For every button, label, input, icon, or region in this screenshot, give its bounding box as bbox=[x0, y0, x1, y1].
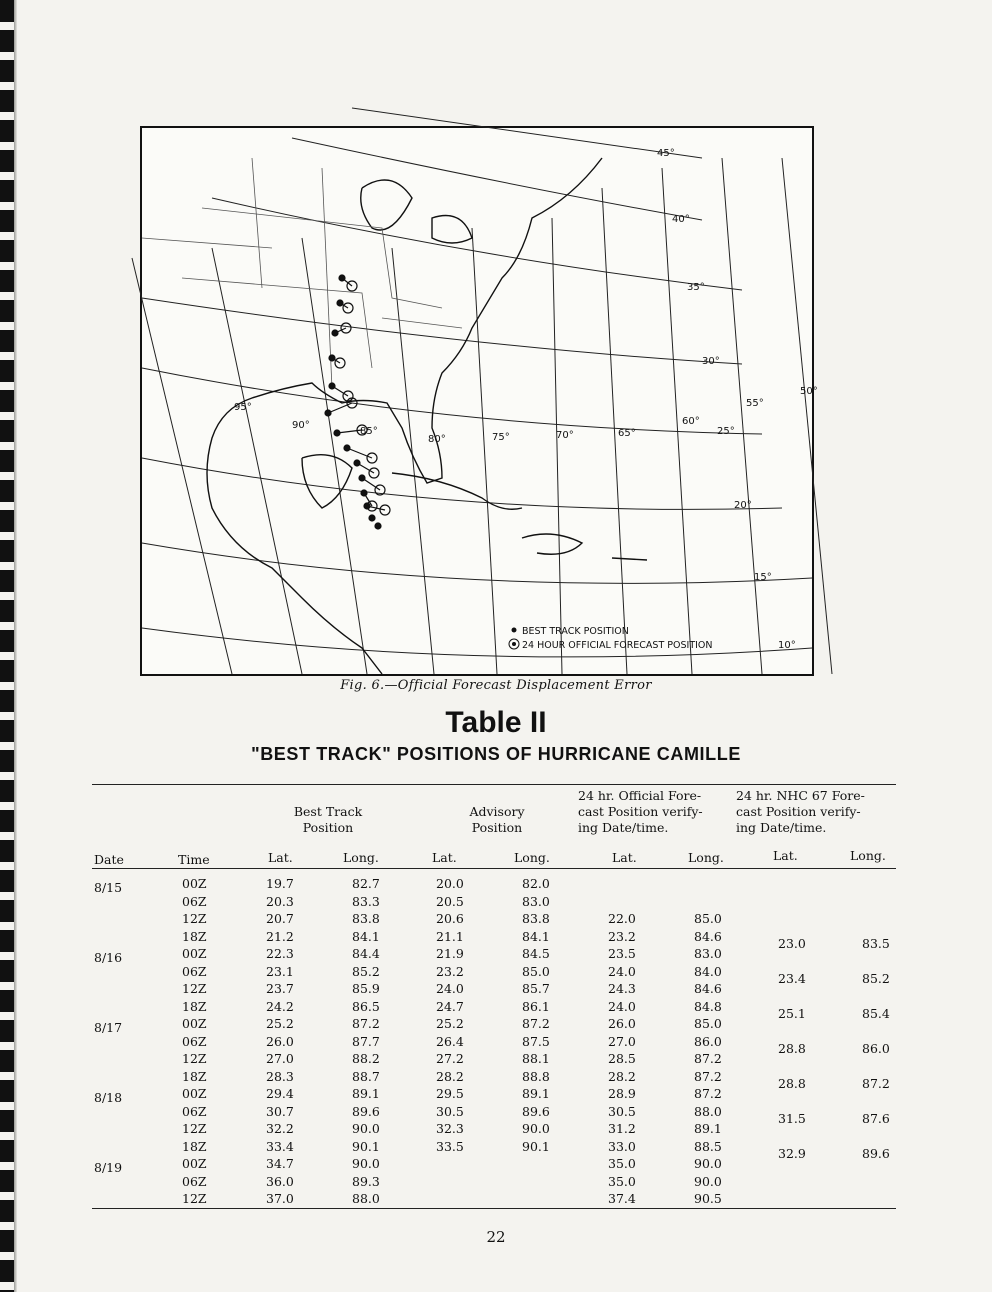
lon-label-80: 80° bbox=[428, 434, 446, 445]
best-track-long-cell: 85.2 bbox=[352, 963, 380, 979]
best-track-long-cell: 83.3 bbox=[352, 893, 380, 909]
meridian-55 bbox=[722, 158, 762, 674]
col-bt-long: Long. bbox=[343, 850, 379, 865]
official-long-cell: 90.0 bbox=[694, 1156, 722, 1171]
lon-label-55: 55° bbox=[746, 398, 764, 409]
nhc67-lat-cell: 31.5 bbox=[778, 1110, 806, 1126]
puerto-rico bbox=[612, 558, 647, 560]
lat-label-15: 15° bbox=[754, 572, 772, 583]
col-off-long: Long. bbox=[688, 850, 724, 865]
parallel-40 bbox=[292, 138, 702, 220]
meridian-90 bbox=[212, 248, 302, 674]
map-svg bbox=[142, 128, 818, 674]
best-track-lat-cell: 25.2 bbox=[266, 1016, 294, 1031]
advisory-long-cell: 88.8 bbox=[522, 1068, 550, 1084]
advisory-lat-cell: 29.5 bbox=[436, 1086, 464, 1101]
best-track-long-cell: 89.3 bbox=[352, 1173, 380, 1189]
best-track-long-cell: 90.1 bbox=[352, 1138, 380, 1154]
official-header-line2: cast Position verify- bbox=[578, 804, 703, 819]
lon-label-50: 50° bbox=[800, 386, 818, 397]
advisory-lat-cell: 30.5 bbox=[436, 1103, 464, 1119]
best-track-long-cell: 87.7 bbox=[352, 1033, 380, 1049]
time-cell: 00Z bbox=[182, 1156, 207, 1171]
lat-label-10: 10° bbox=[778, 640, 796, 651]
best-track-lat-cell: 34.7 bbox=[266, 1156, 294, 1171]
advisory-lat-cell: 33.5 bbox=[436, 1138, 464, 1154]
nhc67-long-cell: 85.4 bbox=[862, 1005, 890, 1021]
nhc67-lat-cell: 23.4 bbox=[778, 970, 806, 986]
best-track-lat-cell: 23.7 bbox=[266, 981, 294, 996]
official-long-cell: 86.0 bbox=[694, 1033, 722, 1049]
lon-label-85: 85° bbox=[360, 426, 378, 437]
best-track-long-cell: 82.7 bbox=[352, 876, 380, 891]
nhc67-long-cell: 83.5 bbox=[862, 935, 890, 951]
advisory-lat-cell: 20.6 bbox=[436, 911, 464, 926]
advisory-long-cell: 90.0 bbox=[522, 1121, 550, 1136]
best-track-lat-cell: 20.3 bbox=[266, 893, 294, 909]
official-long-cell: 84.6 bbox=[694, 981, 722, 996]
best-track-long-cell: 90.0 bbox=[352, 1121, 380, 1136]
advisory-lat-cell: 24.0 bbox=[436, 981, 464, 996]
lon-label-60: 60° bbox=[682, 416, 700, 427]
best-track-lat-cell: 32.2 bbox=[266, 1121, 294, 1136]
lat-label-40: 40° bbox=[672, 214, 690, 225]
time-cell: 12Z bbox=[182, 1191, 207, 1206]
best-track-header-line1: Best Track bbox=[293, 804, 363, 819]
lon-label-70: 70° bbox=[556, 430, 574, 441]
best-track-lat-cell: 37.0 bbox=[266, 1191, 294, 1206]
official-lat-cell: 28.9 bbox=[608, 1086, 636, 1101]
nhc67-long-cell: 86.0 bbox=[862, 1040, 890, 1056]
map-legend bbox=[509, 626, 713, 651]
advisory-long-cell: 89.1 bbox=[522, 1086, 550, 1101]
best-track-long-cell: 90.0 bbox=[352, 1156, 380, 1171]
best-track-long-cell: 88.0 bbox=[352, 1191, 380, 1206]
official-lat-cell: 35.0 bbox=[608, 1156, 636, 1171]
meridian-95 bbox=[132, 258, 232, 674]
meridian-80 bbox=[392, 248, 434, 674]
lat-label-20: 20° bbox=[734, 500, 752, 511]
official-long-cell: 90.5 bbox=[694, 1191, 722, 1206]
advisory-long-cell: 87.2 bbox=[522, 1016, 550, 1031]
advisory-long-cell: 88.1 bbox=[522, 1051, 550, 1066]
time-cell: 06Z bbox=[182, 1033, 207, 1049]
official-long-cell: 85.0 bbox=[694, 1016, 722, 1031]
advisory-long-cell: 89.6 bbox=[522, 1103, 550, 1119]
best-track-header bbox=[268, 804, 388, 836]
best-track-header-line2: Position bbox=[302, 820, 354, 835]
nhc67-long-cell: 85.2 bbox=[862, 970, 890, 986]
time-cell: 18Z bbox=[182, 998, 207, 1014]
official-lat-cell: 28.2 bbox=[608, 1068, 636, 1084]
best-track-lat-cell: 23.1 bbox=[266, 963, 294, 979]
advisory-lat-cell: 28.2 bbox=[436, 1068, 464, 1084]
advisory-lat-cell: 25.2 bbox=[436, 1016, 464, 1031]
official-long-cell: 83.0 bbox=[694, 946, 722, 961]
date-cell: 8/17 bbox=[94, 1020, 123, 1035]
time-cell: 06Z bbox=[182, 1103, 207, 1119]
advisory-lat-cell: 21.1 bbox=[436, 928, 464, 944]
lat-label-45: 45° bbox=[657, 148, 675, 159]
official-long-cell: 87.2 bbox=[694, 1068, 722, 1084]
official-lat-cell: 35.0 bbox=[608, 1173, 636, 1189]
best-track-lat-cell: 20.7 bbox=[266, 911, 294, 926]
best-track-lat-cell: 21.2 bbox=[266, 928, 294, 944]
official-header-line1: 24 hr. Official Fore- bbox=[578, 788, 702, 803]
official-lat-cell: 26.0 bbox=[608, 1016, 636, 1031]
table-title: Table II bbox=[445, 706, 547, 739]
meridian-75 bbox=[472, 228, 497, 674]
table-bottom-rule bbox=[92, 1208, 896, 1209]
parallel-35 bbox=[212, 198, 742, 290]
best-track-long-cell: 85.9 bbox=[352, 981, 380, 996]
official-lat-cell: 22.0 bbox=[608, 911, 636, 926]
table-header-rule bbox=[92, 868, 896, 869]
best-track-lat-cell: 26.0 bbox=[266, 1033, 294, 1049]
official-lat-cell: 24.3 bbox=[608, 981, 636, 996]
nhc67-header-line2: cast Position verify- bbox=[736, 804, 861, 819]
nhc67-long-cell: 87.2 bbox=[862, 1075, 890, 1091]
advisory-header-line1: Advisory bbox=[469, 804, 525, 819]
col-adv-lat: Lat. bbox=[432, 850, 457, 865]
time-cell: 12Z bbox=[182, 1121, 207, 1136]
lat-label-35: 35° bbox=[687, 282, 705, 293]
table-subtitle: "BEST TRACK" POSITIONS OF HURRICANE CAMILLE bbox=[251, 744, 741, 764]
time-cell: 18Z bbox=[182, 928, 207, 944]
nhc67-lat-cell: 28.8 bbox=[778, 1040, 806, 1056]
official-long-cell: 84.0 bbox=[694, 963, 722, 979]
official-long-cell: 84.6 bbox=[694, 928, 722, 944]
table-top-rule bbox=[92, 784, 896, 785]
east-coast bbox=[207, 158, 602, 674]
advisory-long-cell: 87.5 bbox=[522, 1033, 550, 1049]
official-long-cell: 84.8 bbox=[694, 998, 722, 1014]
official-lat-cell: 37.4 bbox=[608, 1191, 636, 1206]
date-cell: 8/18 bbox=[94, 1090, 123, 1105]
nhc67-lat-cell: 28.8 bbox=[778, 1075, 806, 1091]
advisory-long-cell: 86.1 bbox=[522, 998, 550, 1014]
lon-label-95: 95° bbox=[234, 402, 252, 413]
best-track-long-cell: 86.5 bbox=[352, 998, 380, 1014]
official-lat-cell: 27.0 bbox=[608, 1033, 636, 1049]
time-cell: 00Z bbox=[182, 1016, 207, 1031]
official-header-line3: ing Date/time. bbox=[578, 820, 669, 835]
meridian-50 bbox=[782, 158, 832, 674]
col-adv-long: Long. bbox=[514, 850, 550, 865]
col-date: Date bbox=[94, 852, 124, 867]
official-long-cell: 88.0 bbox=[694, 1103, 722, 1119]
best-track-lat-cell: 30.7 bbox=[266, 1103, 294, 1119]
official-long-cell: 89.1 bbox=[694, 1121, 722, 1136]
time-cell: 12Z bbox=[182, 911, 207, 926]
advisory-lat-cell: 24.7 bbox=[436, 998, 464, 1014]
nhc67-forecast-header bbox=[736, 788, 886, 836]
best-track-long-cell: 83.8 bbox=[352, 911, 380, 926]
best-track-lat-cell: 28.3 bbox=[266, 1068, 294, 1084]
time-cell: 06Z bbox=[182, 1173, 207, 1189]
advisory-lat-cell: 20.0 bbox=[436, 876, 464, 891]
advisory-lat-cell: 21.9 bbox=[436, 946, 464, 961]
time-cell: 18Z bbox=[182, 1138, 207, 1154]
advisory-long-cell: 84.1 bbox=[522, 928, 550, 944]
official-lat-cell: 28.5 bbox=[608, 1051, 636, 1066]
nhc67-long-cell: 87.6 bbox=[862, 1110, 890, 1126]
advisory-long-cell: 83.0 bbox=[522, 893, 550, 909]
advisory-header bbox=[442, 804, 552, 836]
best-track-lat-cell: 24.2 bbox=[266, 998, 294, 1014]
nhc67-long-cell: 89.6 bbox=[862, 1145, 890, 1161]
nhc67-header-line1: 24 hr. NHC 67 Fore- bbox=[736, 788, 865, 803]
page-edge-shadow bbox=[14, 0, 17, 1292]
lon-label-65: 65° bbox=[618, 428, 636, 439]
time-cell: 00Z bbox=[182, 946, 207, 961]
best-track-long-cell: 84.4 bbox=[352, 946, 380, 961]
official-lat-cell: 24.0 bbox=[608, 998, 636, 1014]
forecast-error-map bbox=[140, 126, 818, 676]
time-cell: 00Z bbox=[182, 1086, 207, 1101]
col-nhc-lat: Lat. bbox=[773, 848, 798, 863]
nhc67-lat-cell: 32.9 bbox=[778, 1145, 806, 1161]
advisory-lat-cell: 23.2 bbox=[436, 963, 464, 979]
official-lat-cell: 23.5 bbox=[608, 946, 636, 961]
best-track-lat-cell: 29.4 bbox=[266, 1086, 294, 1101]
best-track-long-cell: 88.2 bbox=[352, 1051, 380, 1066]
nhc67-header-line3: ing Date/time. bbox=[736, 820, 827, 835]
lat-label-25: 25° bbox=[717, 426, 735, 437]
official-lat-cell: 23.2 bbox=[608, 928, 636, 944]
official-lat-cell: 33.0 bbox=[608, 1138, 636, 1154]
official-long-cell: 87.2 bbox=[694, 1051, 722, 1066]
best-track-lat-cell: 36.0 bbox=[266, 1173, 294, 1189]
nhc67-lat-cell: 23.0 bbox=[778, 935, 806, 951]
parallel-25 bbox=[142, 368, 762, 434]
official-long-cell: 87.2 bbox=[694, 1086, 722, 1101]
advisory-long-cell: 90.1 bbox=[522, 1138, 550, 1154]
spiral-binding bbox=[0, 0, 14, 1292]
col-off-lat: Lat. bbox=[612, 850, 637, 865]
advisory-long-cell: 83.8 bbox=[522, 911, 550, 926]
best-track-lat-cell: 19.7 bbox=[266, 876, 294, 891]
best-track-long-cell: 87.2 bbox=[352, 1016, 380, 1031]
advisory-long-cell: 84.5 bbox=[522, 946, 550, 961]
official-long-cell: 88.5 bbox=[694, 1138, 722, 1154]
advisory-lat-cell: 32.3 bbox=[436, 1121, 464, 1136]
date-cell: 8/19 bbox=[94, 1160, 123, 1175]
advisory-lat-cell: 20.5 bbox=[436, 893, 464, 909]
official-lat-cell: 30.5 bbox=[608, 1103, 636, 1119]
advisory-header-line2: Position bbox=[471, 820, 523, 835]
time-cell: 18Z bbox=[182, 1068, 207, 1084]
advisory-long-cell: 85.0 bbox=[522, 963, 550, 979]
official-lat-cell: 31.2 bbox=[608, 1121, 636, 1136]
official-lat-cell: 24.0 bbox=[608, 963, 636, 979]
advisory-lat-cell: 26.4 bbox=[436, 1033, 464, 1049]
best-track-legend-dot bbox=[512, 628, 517, 633]
best-track-long-cell: 89.1 bbox=[352, 1086, 380, 1101]
parallel-45 bbox=[352, 108, 702, 158]
best-track-lat-cell: 22.3 bbox=[266, 946, 294, 961]
advisory-long-cell: 85.7 bbox=[522, 981, 550, 996]
official-forecast-header bbox=[578, 788, 728, 836]
lon-label-75: 75° bbox=[492, 432, 510, 443]
meridian-70 bbox=[552, 218, 562, 674]
legend-forecast: 24 HOUR OFFICIAL FORECAST POSITION bbox=[522, 640, 713, 651]
advisory-long-cell: 82.0 bbox=[522, 876, 550, 891]
best-track-lat-cell: 33.4 bbox=[266, 1138, 294, 1154]
official-long-cell: 85.0 bbox=[694, 911, 722, 926]
best-track-long-cell: 88.7 bbox=[352, 1068, 380, 1084]
best-track-long-cell: 84.1 bbox=[352, 928, 380, 944]
yucatan bbox=[302, 455, 352, 508]
lat-label-30: 30° bbox=[702, 356, 720, 367]
nhc67-lat-cell: 25.1 bbox=[778, 1005, 806, 1021]
time-cell: 12Z bbox=[182, 1051, 207, 1066]
date-cell: 8/15 bbox=[94, 880, 123, 895]
col-time: Time bbox=[178, 852, 210, 867]
time-cell: 06Z bbox=[182, 963, 207, 979]
legend-best-track: BEST TRACK POSITION bbox=[522, 626, 629, 637]
time-cell: 00Z bbox=[182, 876, 207, 891]
page-number: 22 bbox=[486, 1228, 506, 1246]
figure-caption: Fig. 6.—Official Forecast Displacement Error bbox=[340, 678, 652, 693]
time-cell: 12Z bbox=[182, 981, 207, 996]
hispaniola bbox=[522, 534, 582, 554]
lon-label-90: 90° bbox=[292, 420, 310, 431]
advisory-lat-cell: 27.2 bbox=[436, 1051, 464, 1066]
col-bt-lat: Lat. bbox=[268, 850, 293, 865]
time-cell: 06Z bbox=[182, 893, 207, 909]
parallel-20 bbox=[142, 458, 782, 509]
date-cell: 8/16 bbox=[94, 950, 123, 965]
col-nhc-long: Long. bbox=[850, 848, 886, 863]
official-long-cell: 90.0 bbox=[694, 1173, 722, 1189]
best-track-long-cell: 89.6 bbox=[352, 1103, 380, 1119]
best-track-lat-cell: 27.0 bbox=[266, 1051, 294, 1066]
